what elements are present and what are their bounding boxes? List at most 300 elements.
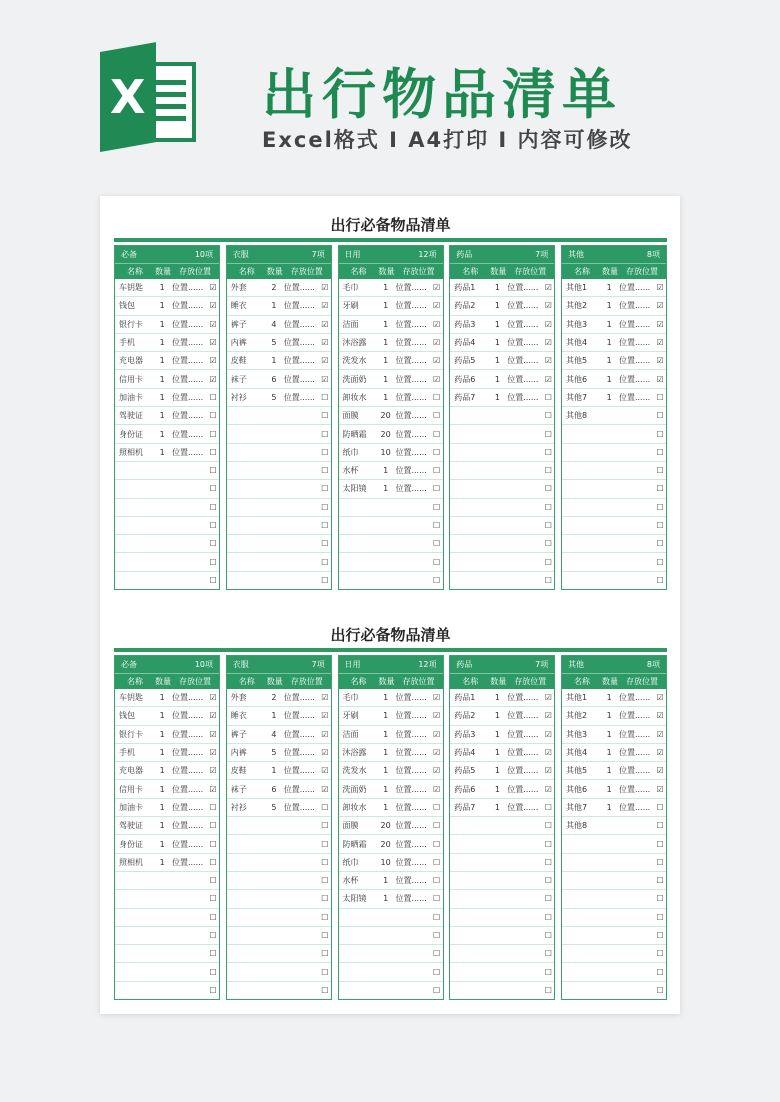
item-name: 信用卡 [119,374,143,384]
checkbox[interactable]: ☐ [209,985,217,995]
checkbox[interactable]: ☐ [544,931,552,940]
checkbox[interactable]: ☐ [321,876,329,886]
checkbox[interactable]: ☐ [433,821,441,831]
item-name: 面膜 [342,821,359,831]
item-qty: 1 [606,338,612,348]
item-location: 位置...... [171,338,204,348]
checkbox[interactable]: ☐ [544,539,552,549]
category-name: 其他 [568,660,584,669]
checkbox[interactable]: ☐ [433,411,441,421]
item-name: 其他5 [566,356,588,366]
category-count: 10项 [194,250,213,259]
checked-checkbox[interactable]: ☑ [544,766,552,776]
checkbox[interactable]: ☐ [209,502,217,512]
checkbox[interactable]: ☐ [209,484,217,494]
table-row [339,909,443,927]
table-row [339,726,443,744]
item-name: 水杯 [342,876,359,886]
checked-checkbox[interactable]: ☑ [321,338,329,348]
column-header-location: 存放位置 [290,267,323,276]
item-qty: 1 [383,766,389,776]
item-location: 位置...... [507,784,539,794]
checked-checkbox[interactable]: ☑ [209,784,217,794]
checkbox[interactable]: ☐ [433,447,441,457]
checked-checkbox[interactable]: ☑ [656,766,664,776]
table-row [115,297,219,315]
checkbox[interactable]: ☐ [209,931,217,940]
item-qty: 1 [494,283,500,293]
table-row [562,499,666,517]
item-qty: 1 [271,356,277,366]
table-row [339,707,443,725]
table-row [227,316,331,334]
checked-checkbox[interactable]: ☑ [544,784,552,794]
item-location: 位置...... [283,319,315,329]
item-qty: 1 [159,857,165,867]
checkbox[interactable]: ☐ [209,802,217,812]
checkbox[interactable]: ☐ [544,949,552,959]
item-qty: 1 [383,802,389,812]
checkbox[interactable]: ☐ [544,967,552,977]
column-header-row [562,673,666,689]
checked-checkbox[interactable]: ☑ [321,729,329,739]
checked-checkbox[interactable]: ☑ [433,784,441,794]
checkbox[interactable]: ☐ [321,484,329,494]
item-name: 内裤 [230,338,247,348]
checkbox[interactable]: ☐ [209,912,217,922]
checkbox[interactable]: ☐ [544,894,552,904]
checkbox[interactable]: ☐ [433,429,441,439]
table-row [115,982,219,999]
item-name: 其他3 [566,729,588,739]
item-location: 位置...... [171,392,204,402]
item-location: 位置...... [395,301,427,311]
checked-checkbox[interactable]: ☑ [321,374,329,384]
checkbox[interactable]: ☐ [209,466,217,476]
category-count: 12项 [418,660,437,669]
item-qty: 1 [494,319,500,329]
checkbox[interactable]: ☐ [321,931,329,940]
table-row [450,982,554,999]
checkbox[interactable]: ☐ [656,876,664,886]
checkbox[interactable]: ☐ [544,466,552,476]
checkbox[interactable]: ☐ [209,894,217,904]
checked-checkbox[interactable]: ☑ [544,748,552,758]
checkbox[interactable]: ☐ [656,484,664,494]
checked-checkbox[interactable]: ☑ [544,301,552,311]
category-count: 7项 [311,250,325,259]
checked-checkbox[interactable]: ☑ [321,748,329,758]
table-row [450,835,554,853]
category-name: 日用 [344,250,361,259]
table-row [450,945,554,963]
checkbox[interactable]: ☐ [656,502,664,512]
checkbox[interactable]: ☐ [544,392,552,402]
checkbox[interactable]: ☐ [656,575,664,585]
checked-checkbox[interactable]: ☑ [433,748,441,758]
table-row [339,444,443,462]
checkbox[interactable]: ☐ [656,931,664,940]
checkbox[interactable]: ☐ [433,894,441,904]
checkbox[interactable]: ☐ [656,985,664,995]
checked-checkbox[interactable]: ☑ [209,766,217,776]
checkbox[interactable]: ☐ [209,411,217,421]
checked-checkbox[interactable]: ☑ [656,729,664,739]
table-row [115,707,219,725]
checkbox[interactable]: ☐ [321,857,329,867]
item-qty: 1 [383,301,389,311]
checkbox[interactable]: ☐ [209,539,217,549]
checked-checkbox[interactable]: ☑ [209,283,217,293]
category-header [115,656,219,673]
table-row [227,890,331,908]
checkbox[interactable]: ☐ [656,949,664,959]
checkbox[interactable]: ☐ [656,447,664,457]
table-row [450,517,554,535]
checked-checkbox[interactable]: ☑ [656,748,664,758]
item-name: 充电器 [119,356,143,366]
checkbox[interactable]: ☐ [544,985,552,995]
table-row [227,689,331,707]
checked-checkbox[interactable]: ☑ [656,356,664,366]
item-name: 水杯 [342,466,359,476]
checked-checkbox[interactable]: ☑ [544,729,552,739]
checked-checkbox[interactable]: ☑ [656,693,664,703]
table-row [339,352,443,370]
checkbox[interactable]: ☐ [433,967,441,977]
table-row [562,517,666,535]
checked-checkbox[interactable]: ☑ [209,711,217,721]
checked-checkbox[interactable]: ☑ [433,283,441,293]
checked-checkbox[interactable]: ☑ [433,729,441,739]
item-qty: 1 [159,356,165,366]
checkbox[interactable]: ☐ [321,429,329,439]
checkbox[interactable]: ☐ [321,466,329,476]
checkbox[interactable]: ☐ [433,802,441,812]
table-row [339,370,443,388]
checked-checkbox[interactable]: ☑ [433,356,441,366]
checkbox[interactable]: ☐ [209,447,217,457]
item-qty: 10 [380,857,391,867]
checkbox[interactable]: ☐ [433,876,441,886]
table-row [339,316,443,334]
checkbox[interactable]: ☐ [209,392,217,402]
checkbox[interactable]: ☐ [321,821,329,831]
item-qty: 1 [159,392,165,402]
checked-checkbox[interactable]: ☑ [544,283,552,293]
checkbox[interactable]: ☐ [321,447,329,457]
checkbox[interactable]: ☐ [433,484,441,494]
item-location: 位置...... [171,411,204,421]
checkbox[interactable]: ☐ [544,876,552,886]
table-row [115,553,219,571]
table-row [227,535,331,553]
item-qty: 1 [494,338,500,348]
table-row [562,553,666,571]
table-row [227,334,331,352]
category-name: 其他 [568,250,584,259]
checked-checkbox[interactable]: ☑ [209,319,217,329]
item-name: 钱包 [119,711,135,721]
checkbox[interactable]: ☐ [209,575,217,585]
checkbox[interactable]: ☐ [321,912,329,922]
item-name: 袜子 [230,784,247,794]
item-location: 位置...... [618,748,651,758]
checked-checkbox[interactable]: ☑ [656,338,664,348]
checked-checkbox[interactable]: ☑ [656,283,664,293]
table-row [227,407,331,425]
item-location: 位置...... [283,784,315,794]
table-row [339,553,443,571]
category-table [226,245,332,590]
checkbox[interactable]: ☐ [544,557,552,567]
checkbox[interactable]: ☐ [656,429,664,439]
checkbox[interactable]: ☐ [321,839,329,849]
checkbox[interactable]: ☐ [321,967,329,977]
checkbox[interactable]: ☐ [321,521,329,530]
table-row [562,370,666,388]
item-name: 手机 [119,338,135,348]
checked-checkbox[interactable]: ☑ [321,356,329,366]
checkbox[interactable]: ☐ [544,912,552,922]
checkbox[interactable]: ☐ [433,931,441,940]
checkbox[interactable]: ☐ [209,429,217,439]
checkbox[interactable]: ☐ [656,466,664,476]
checkbox[interactable]: ☐ [544,839,552,849]
table-row [115,780,219,798]
checkbox[interactable]: ☐ [209,521,217,530]
checked-checkbox[interactable]: ☑ [433,766,441,776]
checkbox[interactable]: ☐ [544,857,552,867]
checkbox[interactable]: ☐ [433,912,441,922]
checked-checkbox[interactable]: ☑ [321,711,329,721]
table-row [450,499,554,517]
checkbox[interactable]: ☐ [433,575,441,585]
checked-checkbox[interactable]: ☑ [321,784,329,794]
item-name: 药品7 [454,802,476,812]
item-location: 位置...... [171,301,204,311]
item-name: 充电器 [119,766,143,776]
checkbox[interactable]: ☐ [433,557,441,567]
table-row [562,927,666,945]
checkbox[interactable]: ☐ [656,839,664,849]
checked-checkbox[interactable]: ☑ [433,319,441,329]
checked-checkbox[interactable]: ☑ [209,374,217,384]
checkbox[interactable]: ☐ [321,392,329,402]
checked-checkbox[interactable]: ☑ [209,356,217,366]
table-row [450,334,554,352]
table-row [339,517,443,535]
checkbox[interactable]: ☐ [321,575,329,585]
checked-checkbox[interactable]: ☑ [209,693,217,703]
checkbox[interactable]: ☐ [321,557,329,567]
checkbox[interactable]: ☐ [433,857,441,867]
column-header-name: 名称 [238,677,255,686]
item-name: 裤子 [230,729,247,739]
checkbox[interactable]: ☐ [209,876,217,886]
category-header [227,246,331,263]
checked-checkbox[interactable]: ☑ [656,784,664,794]
table-row [115,854,219,872]
item-name: 药品4 [454,338,476,348]
item-location: 位置...... [171,729,204,739]
checkbox[interactable]: ☐ [656,912,664,922]
table-row [562,817,666,835]
item-name: 纸巾 [342,857,359,867]
checked-checkbox[interactable]: ☑ [544,711,552,721]
checkbox[interactable]: ☐ [656,857,664,867]
checked-checkbox[interactable]: ☑ [321,301,329,311]
item-location: 位置...... [618,356,651,366]
checkbox[interactable]: ☐ [544,821,552,831]
checked-checkbox[interactable]: ☑ [656,711,664,721]
table-row [450,872,554,890]
checked-checkbox[interactable]: ☑ [544,319,552,329]
checkbox[interactable]: ☐ [209,821,217,831]
checkbox[interactable]: ☐ [321,985,329,995]
checked-checkbox[interactable]: ☑ [433,374,441,384]
table-row [115,909,219,927]
table-row [450,799,554,817]
item-name: 裤子 [230,319,247,329]
checkbox[interactable]: ☐ [209,857,217,867]
checkbox[interactable]: ☐ [656,539,664,549]
checked-checkbox[interactable]: ☑ [209,729,217,739]
checkbox[interactable]: ☐ [656,392,664,402]
checked-checkbox[interactable]: ☑ [656,301,664,311]
checked-checkbox[interactable]: ☑ [544,693,552,703]
checkbox[interactable]: ☐ [209,949,217,959]
item-name: 药品6 [454,784,476,794]
checkbox[interactable]: ☐ [433,539,441,549]
checkbox[interactable]: ☐ [321,802,329,812]
checkbox[interactable]: ☐ [209,967,217,977]
checkbox[interactable]: ☐ [544,802,552,812]
item-name: 照相机 [119,857,143,867]
checkbox[interactable]: ☐ [433,466,441,476]
item-location: 位置...... [618,693,651,703]
table-row [115,927,219,945]
checkbox[interactable]: ☐ [544,502,552,512]
item-location: 位置...... [171,784,204,794]
checkbox[interactable]: ☐ [209,839,217,849]
category-count: 8项 [646,250,660,259]
item-qty: 1 [159,748,165,758]
checkbox[interactable]: ☐ [433,521,441,530]
checkbox[interactable]: ☐ [544,411,552,421]
checked-checkbox[interactable]: ☑ [433,693,441,703]
item-qty: 1 [159,784,165,794]
checked-checkbox[interactable]: ☑ [321,766,329,776]
item-name: 车钥匙 [119,283,143,293]
checkbox[interactable]: ☐ [321,411,329,421]
checked-checkbox[interactable]: ☑ [433,301,441,311]
checked-checkbox[interactable]: ☑ [433,711,441,721]
checkbox[interactable]: ☐ [321,949,329,959]
table-row [339,945,443,963]
table-row [450,909,554,927]
item-location: 位置...... [171,839,204,849]
item-qty: 1 [606,392,612,402]
checkbox[interactable]: ☐ [433,392,441,402]
checkbox[interactable]: ☐ [544,521,552,530]
table-row [450,370,554,388]
item-location: 位置...... [395,766,427,776]
item-qty: 1 [383,392,389,402]
checkbox[interactable]: ☐ [544,484,552,494]
item-location: 位置...... [171,374,204,384]
checked-checkbox[interactable]: ☑ [209,301,217,311]
table-row [339,982,443,999]
checked-checkbox[interactable]: ☑ [544,338,552,348]
column-header-name: 名称 [574,677,590,686]
item-name: 加油卡 [119,802,143,812]
checkbox[interactable]: ☐ [433,839,441,849]
checked-checkbox[interactable]: ☑ [544,374,552,384]
table-row [450,726,554,744]
table-row [339,407,443,425]
checked-checkbox[interactable]: ☑ [321,693,329,703]
checked-checkbox[interactable]: ☑ [321,319,329,329]
item-location: 位置...... [395,748,427,758]
checkbox[interactable]: ☐ [209,557,217,567]
checked-checkbox[interactable]: ☑ [656,374,664,384]
item-location: 位置...... [618,392,651,402]
item-location: 位置...... [283,802,315,812]
checkbox[interactable]: ☐ [656,821,664,831]
checkbox[interactable]: ☐ [321,539,329,549]
checked-checkbox[interactable]: ☑ [433,338,441,348]
category-header [450,656,554,673]
checked-checkbox[interactable]: ☑ [209,338,217,348]
checkbox[interactable]: ☐ [544,575,552,585]
item-qty: 1 [606,356,612,366]
checkbox[interactable]: ☐ [656,802,664,812]
checkbox[interactable]: ☐ [656,411,664,421]
checkbox[interactable]: ☐ [544,429,552,439]
checked-checkbox[interactable]: ☑ [321,283,329,293]
item-name: 其他2 [566,301,588,311]
table-row [227,389,331,407]
checkbox[interactable]: ☐ [433,949,441,959]
item-qty: 1 [383,711,389,721]
table-row [115,799,219,817]
checkbox[interactable]: ☐ [656,894,664,904]
item-qty: 1 [383,784,389,794]
column-header-qty: 数量 [378,267,395,276]
item-qty: 1 [606,729,612,739]
checkbox[interactable]: ☐ [321,894,329,904]
table-row [450,762,554,780]
checkbox[interactable]: ☐ [321,502,329,512]
item-name: 洁面 [342,319,359,329]
checked-checkbox[interactable]: ☑ [209,748,217,758]
table-row [450,535,554,553]
checkbox[interactable]: ☐ [656,967,664,977]
checkbox[interactable]: ☐ [656,557,664,567]
checked-checkbox[interactable]: ☑ [544,356,552,366]
item-location: 位置...... [618,374,651,384]
item-location: 位置...... [395,484,427,494]
checkbox[interactable]: ☐ [656,521,664,530]
item-name: 防晒霜 [342,429,367,439]
checked-checkbox[interactable]: ☑ [656,319,664,329]
checkbox[interactable]: ☐ [544,447,552,457]
checkbox[interactable]: ☐ [433,502,441,512]
category-count: 7项 [311,660,325,669]
table-row [450,689,554,707]
checkbox[interactable]: ☐ [433,985,441,995]
